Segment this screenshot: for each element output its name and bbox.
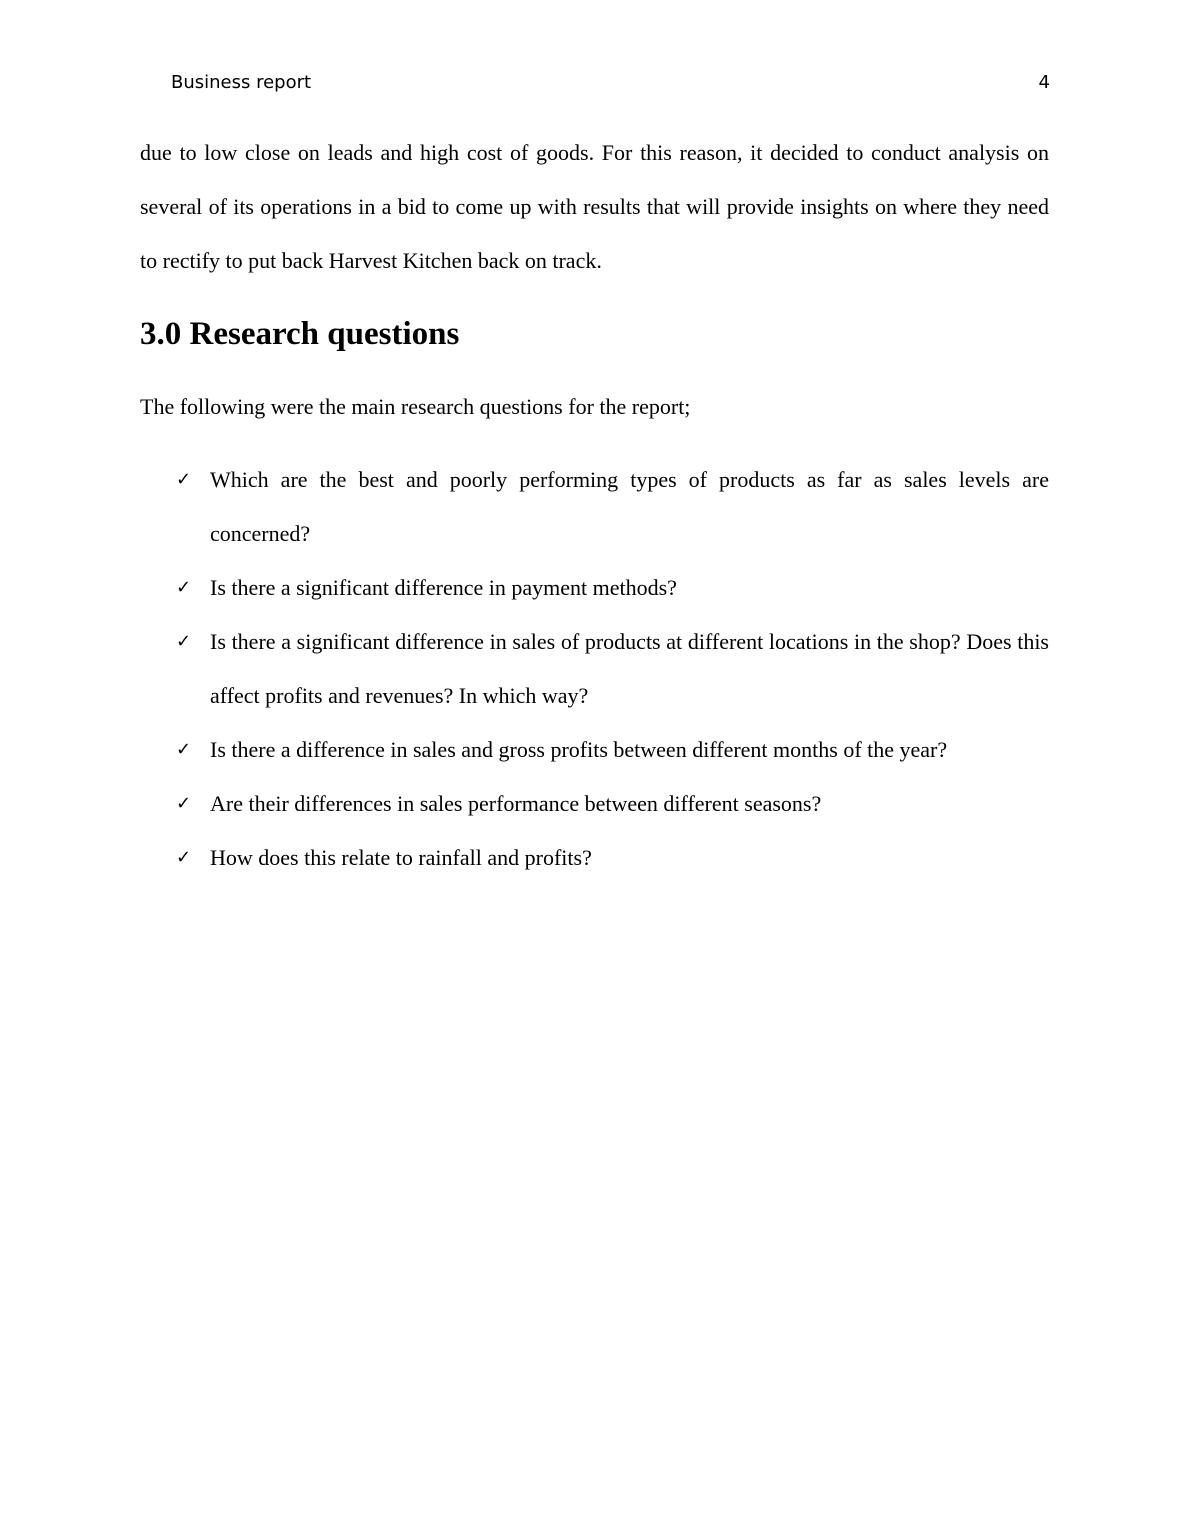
section-heading: 3.0 Research questions [140,316,460,352]
list-item [140,777,1049,831]
question-text: Is there a difference in sales and gross profits between different months of the year? [210,737,948,762]
checkmark-icon: ✓ [176,631,192,652]
checkmark-icon: ✓ [176,793,192,814]
checkmark-icon: ✓ [176,577,192,598]
header-title: Business report [171,72,312,93]
list-item [140,723,1049,777]
checkmark-icon: ✓ [176,847,192,868]
question-text: How does this relate to rainfall and profits? [210,845,592,870]
question-text: Is there a significant difference in sales of products at different locations in the shop? Does this affect profits and revenues? In which way? [210,629,1049,708]
question-text: Which are the best and poorly performing types of products as far as sales levels are concerned? [210,467,1049,546]
question-text: Is there a significant difference in payment methods? [210,575,677,600]
list-item [140,453,1049,561]
page-number: 4 [1038,72,1050,93]
list-item [140,561,1049,615]
page-header [171,70,1050,96]
list-item [140,831,1049,885]
continuation-paragraph: due to low close on leads and high cost of goods. For this reason, it decided to conduct analysis on several of its operations in a bid to come up with results that will provide insights on where they need to rectify to put back Harvest Kitchen back on track. [140,140,1049,273]
list-item [140,615,1049,723]
research-questions-list [140,453,1049,885]
checkmark-icon: ✓ [176,739,192,760]
checkmark-icon: ✓ [176,469,192,490]
intro-paragraph: The following were the main research questions for the report; [140,394,691,419]
document-body [140,126,1049,885]
question-text: Are their differences in sales performance between different seasons? [210,791,822,816]
